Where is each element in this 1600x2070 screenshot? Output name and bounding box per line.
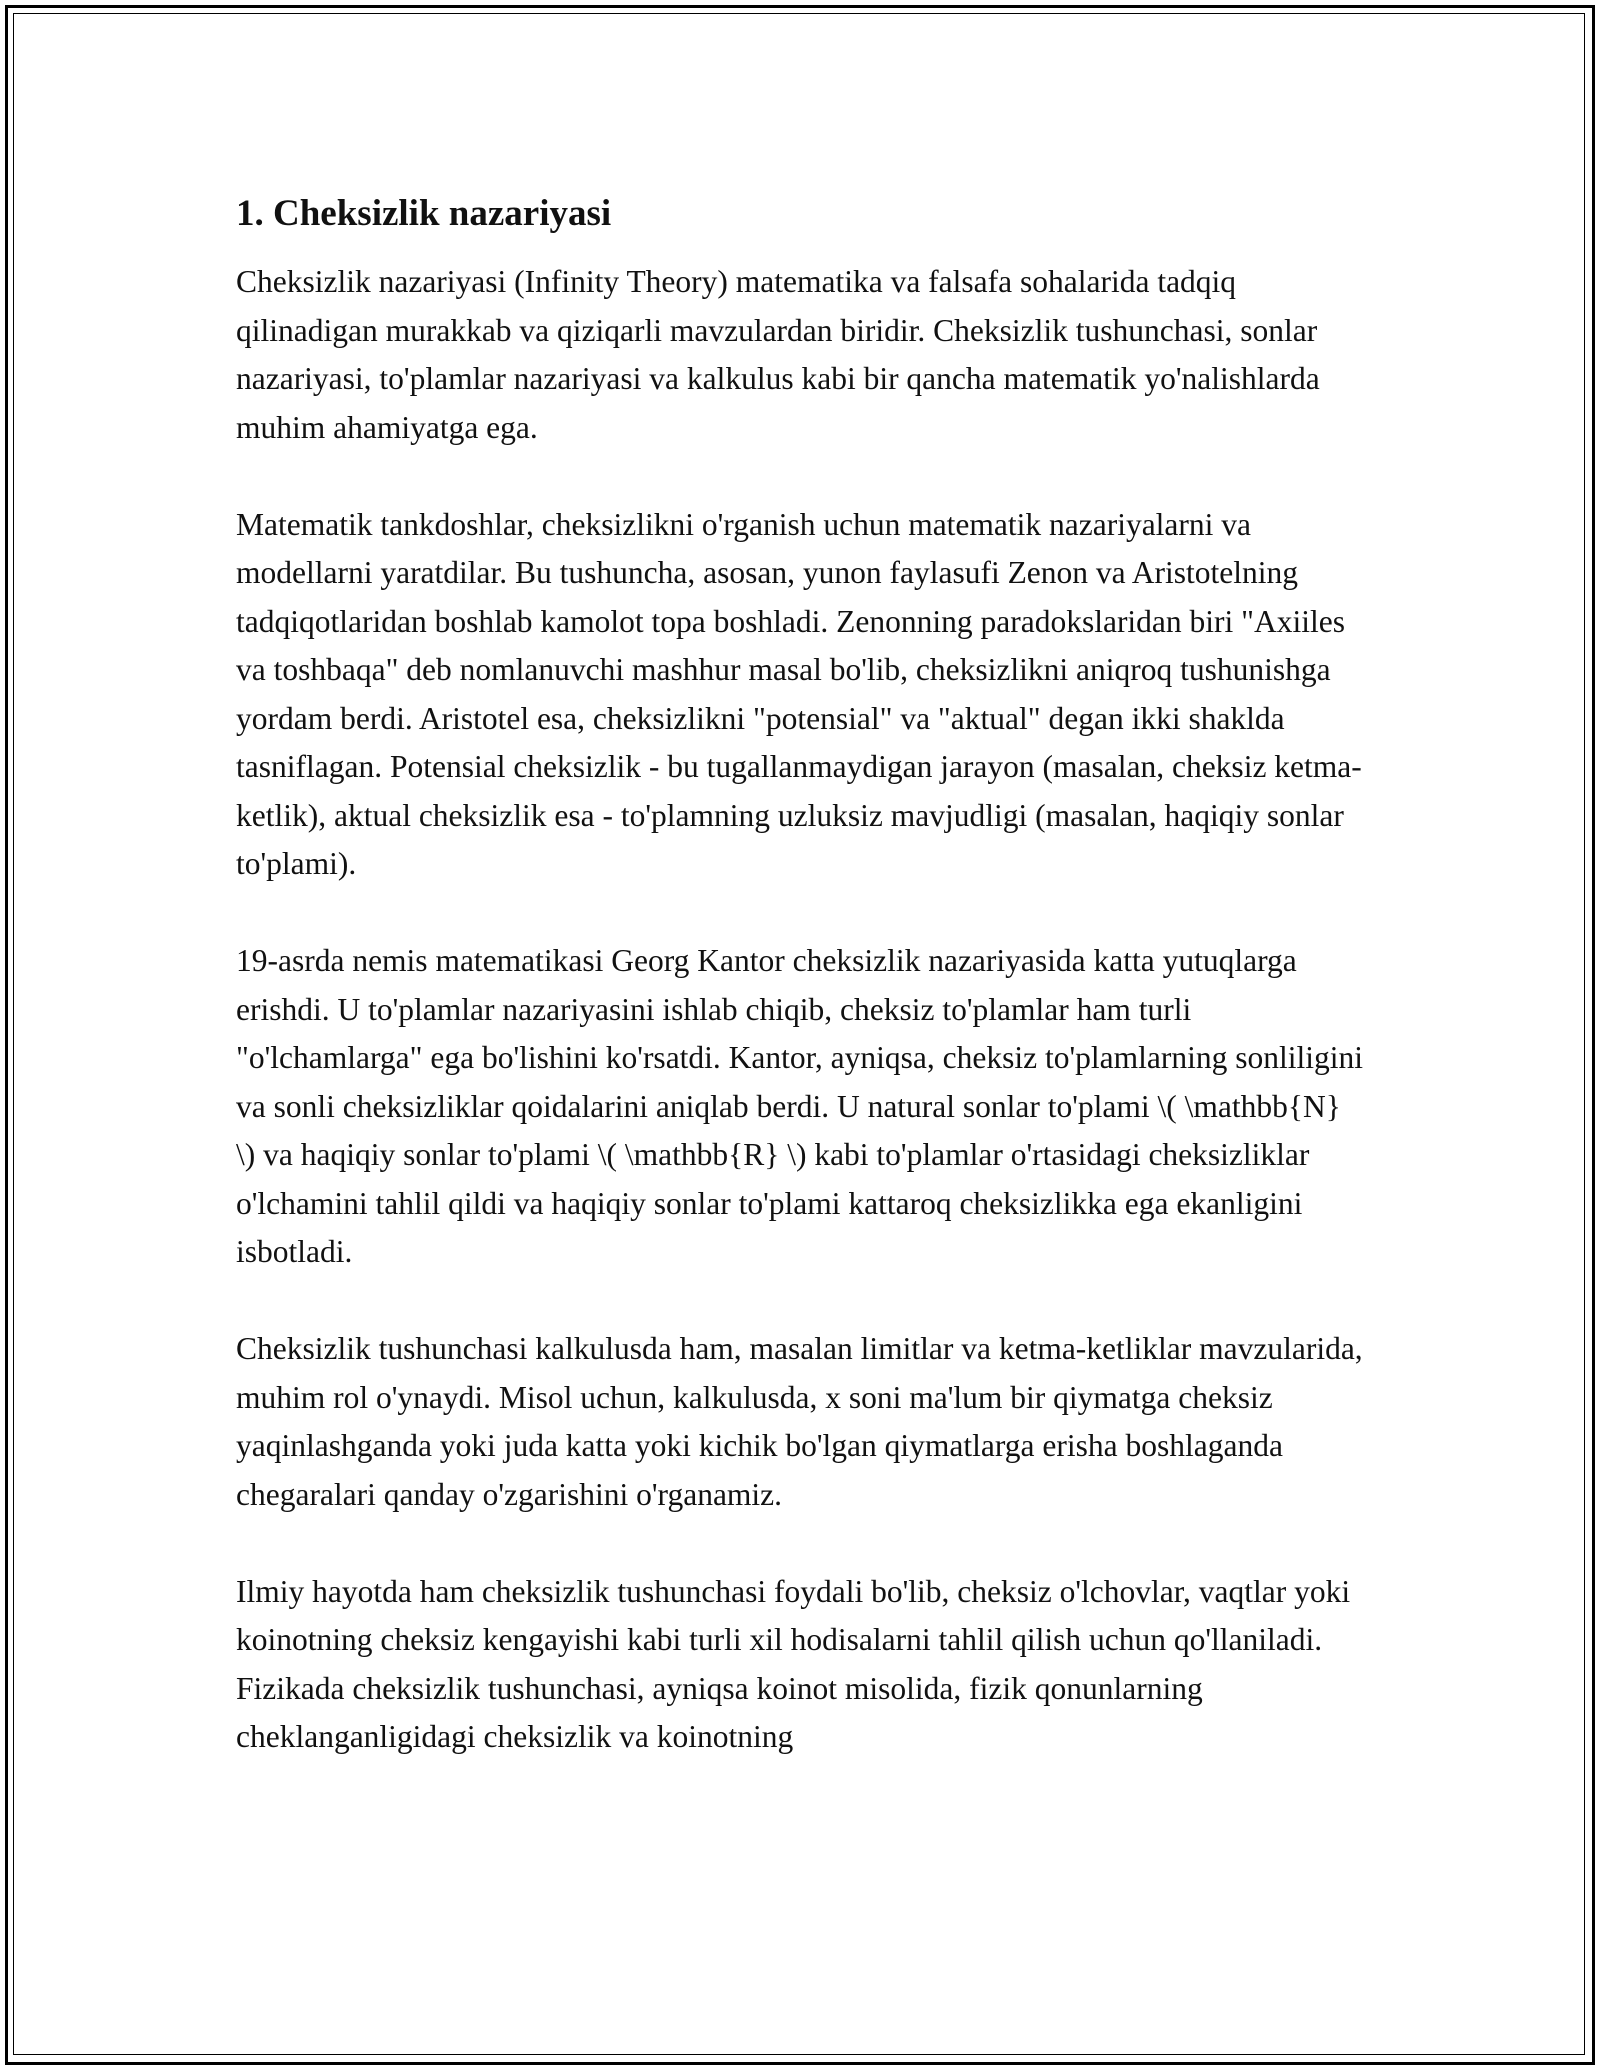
paragraph-cantor: 19-asrda nemis matematikasi Georg Kantor cheksizlik nazariyasida katta yutuqlarga erishdi. U to'plamlar nazariyasini ishlab chiqib, cheksiz to'plamlar ham turli "o'lchamlarga" ega bo'lishini ko'rsatdi. Kantor, ayniqsa, cheksiz to'plamlarning sonliligini va sonli cheksizliklar qoidalarini aniqlab berdi. U natural sonlar to'plami \( \mathbb{N} \) va haqiqiy sonlar to'plami \( \mathbb{R} \) kabi to'plamlar o'rtasidagi cheksizliklar o'lchamini tahlil qildi va haqiqiy sonlar to'plami kattaroq cheksizlikka ega ekanligini isbotladi.	[236, 943, 1363, 1269]
document-body	[236, 186, 1366, 1762]
paragraph-history: Matematik tankdoshlar, cheksizlikni o'rganish uchun matematik nazariyalarni va modellarni yaratdilar. Bu tushuncha, asosan, yunon faylasufi Zenon va Aristotelning tadqiqotlaridan boshlab kamolot topa boshladi. Zenonning paradokslaridan biri "Axiiles va toshbaqa" deb nomlanuvchi mashhur masal bo'lib, cheksizlikni aniqroq tushunishga yordam berdi. Aristotel esa, cheksizlikni "potensial" va "aktual" degan ikki shaklda tasniflagan. Potensial cheksizlik - bu tugallanmaydigan jarayon (masalan, cheksiz ketma-ketlik), aktual cheksizlik esa - to'plamning uzluksiz mavjudligi (masalan, haqiqiy sonlar to'plami).	[236, 506, 1362, 881]
paragraph-intro: Cheksizlik nazariyasi (Infinity Theory) matematika va falsafa sohalarida tadqiq qilinadigan murakkab va qiziqarli mavzulardan biridir. Cheksizlik tushunchasi, sonlar nazariyasi, to'plamlar nazariyasi va kalkulus kabi bir qancha matematik yo'nalishlarda muhim ahamiyatga ega.	[236, 264, 1320, 445]
paragraph-science: Ilmiy hayotda ham cheksizlik tushunchasi foydali bo'lib, cheksiz o'lchovlar, vaqtlar yoki koinotning cheksiz kengayishi kabi turli xil hodisalarni tahlil qilish uchun qo'llaniladi. Fizikada cheksizlik tushunchasi, ayniqsa koinot misolida, fizik qonunlarning cheklanganligidagi cheksizlik va koinotning	[236, 1573, 1351, 1754]
section-heading: 1. Cheksizlik nazariyasi	[236, 193, 612, 234]
paragraph-calculus: Cheksizlik tushunchasi kalkulusda ham, masalan limitlar va ketma-ketliklar mavzularida, muhim rol o'ynaydi. Misol uchun, kalkulusda, x soni ma'lum bir qiymatga cheksiz yaqinlashganda yoki juda katta yoki kichik bo'lgan qiymatlarga erisha boshlaganda chegaralari qanday o'zgarishini o'rganamiz.	[236, 1331, 1363, 1512]
